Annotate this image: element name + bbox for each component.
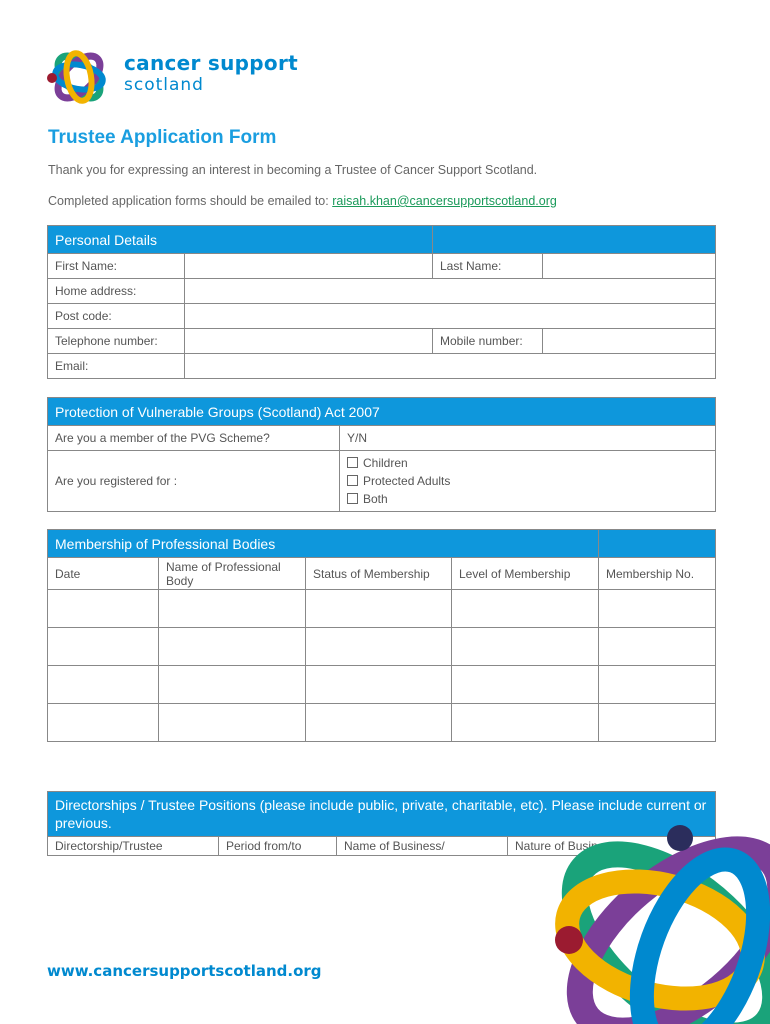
intro-text: Thank you for expressing an interest in becoming a Trustee of Cancer Support Scotland. bbox=[48, 163, 538, 177]
mobile-field[interactable] bbox=[543, 329, 716, 354]
checkbox-icon[interactable] bbox=[347, 493, 358, 504]
checkbox-icon[interactable] bbox=[347, 457, 358, 468]
column-header: Date bbox=[48, 558, 159, 590]
table-cell[interactable] bbox=[306, 590, 452, 628]
page-title: Trustee Application Form bbox=[48, 127, 277, 148]
email-link[interactable]: raisah.khan@cancersupportscotland.org bbox=[332, 194, 557, 208]
table-cell[interactable] bbox=[452, 704, 599, 742]
column-header: Membership No. bbox=[599, 558, 716, 590]
table-row bbox=[48, 590, 716, 628]
table-cell[interactable] bbox=[599, 628, 716, 666]
column-header: Status of Membership bbox=[306, 558, 452, 590]
table-cell[interactable] bbox=[599, 704, 716, 742]
post-code-field[interactable] bbox=[185, 304, 716, 329]
table-cell[interactable] bbox=[306, 628, 452, 666]
table-cell[interactable] bbox=[159, 704, 306, 742]
footer-website[interactable]: www.cancersupportscotland.org bbox=[47, 962, 322, 980]
brand-line-2: scotland bbox=[124, 75, 204, 95]
telephone-label: Telephone number: bbox=[48, 329, 185, 354]
cancer-support-scotland-logo-icon bbox=[44, 42, 114, 112]
column-header: Directorship/Trustee bbox=[48, 837, 219, 856]
pvg-member-question: Are you a member of the PVG Scheme? bbox=[48, 426, 340, 451]
membership-table bbox=[47, 529, 716, 742]
table-cell[interactable] bbox=[452, 590, 599, 628]
pvg-registered-question: Are you registered for : bbox=[48, 451, 340, 512]
email-prompt: Completed application forms should be emailed to: bbox=[48, 194, 329, 208]
table-cell[interactable] bbox=[48, 704, 159, 742]
home-address-label: Home address: bbox=[48, 279, 185, 304]
last-name-label: Last Name: bbox=[433, 254, 543, 279]
personal-details-table bbox=[47, 225, 716, 379]
email-field[interactable] bbox=[185, 354, 716, 379]
pvg-option-children[interactable] bbox=[347, 454, 708, 472]
table-cell[interactable] bbox=[48, 590, 159, 628]
pvg-option-both[interactable] bbox=[347, 490, 708, 508]
brand-line-1: cancer support bbox=[124, 51, 298, 75]
brand-wordmark bbox=[124, 52, 298, 96]
table-cell[interactable] bbox=[159, 666, 306, 704]
table-row bbox=[48, 704, 716, 742]
last-name-field[interactable] bbox=[543, 254, 716, 279]
first-name-label: First Name: bbox=[48, 254, 185, 279]
personal-details-header: Personal Details bbox=[48, 226, 433, 254]
membership-header-blank bbox=[599, 530, 716, 558]
table-cell[interactable] bbox=[452, 628, 599, 666]
table-cell[interactable] bbox=[599, 666, 716, 704]
first-name-field[interactable] bbox=[185, 254, 433, 279]
table-cell[interactable] bbox=[48, 628, 159, 666]
mobile-label: Mobile number: bbox=[433, 329, 543, 354]
directorships-header: Directorships / Trustee Positions (please include public, private, charitable, etc). Please include current or previous. bbox=[48, 792, 716, 837]
pvg-option-protected-adults[interactable] bbox=[347, 472, 708, 490]
option-label: Children bbox=[363, 456, 408, 470]
checkbox-icon[interactable] bbox=[347, 475, 358, 486]
column-header: Name of Professional Body bbox=[159, 558, 306, 590]
option-label: Both bbox=[363, 492, 388, 506]
table-cell[interactable] bbox=[306, 704, 452, 742]
table-cell[interactable] bbox=[306, 666, 452, 704]
table-cell[interactable] bbox=[48, 666, 159, 704]
table-cell[interactable] bbox=[159, 628, 306, 666]
option-label: Protected Adults bbox=[363, 474, 451, 488]
table-row bbox=[48, 628, 716, 666]
table-cell[interactable] bbox=[599, 590, 716, 628]
telephone-field[interactable] bbox=[185, 329, 433, 354]
pvg-table bbox=[47, 397, 716, 512]
email-instruction bbox=[48, 194, 557, 208]
table-cell[interactable] bbox=[159, 590, 306, 628]
post-code-label: Post code: bbox=[48, 304, 185, 329]
table-row bbox=[48, 666, 716, 704]
table-cell[interactable] bbox=[452, 666, 599, 704]
pvg-options bbox=[340, 451, 716, 512]
home-address-field[interactable] bbox=[185, 279, 716, 304]
column-header: Level of Membership bbox=[452, 558, 599, 590]
column-header: Period from/to bbox=[219, 837, 337, 856]
column-header: Name of Business/ bbox=[337, 837, 508, 856]
column-header: Nature of Business bbox=[508, 837, 716, 856]
email-label: Email: bbox=[48, 354, 185, 379]
personal-details-header-blank bbox=[433, 226, 716, 254]
pvg-member-answer[interactable]: Y/N bbox=[340, 426, 716, 451]
pvg-header: Protection of Vulnerable Groups (Scotland) Act 2007 bbox=[48, 398, 716, 426]
decorative-logo-swirl-icon bbox=[540, 820, 770, 1024]
membership-header: Membership of Professional Bodies bbox=[48, 530, 599, 558]
